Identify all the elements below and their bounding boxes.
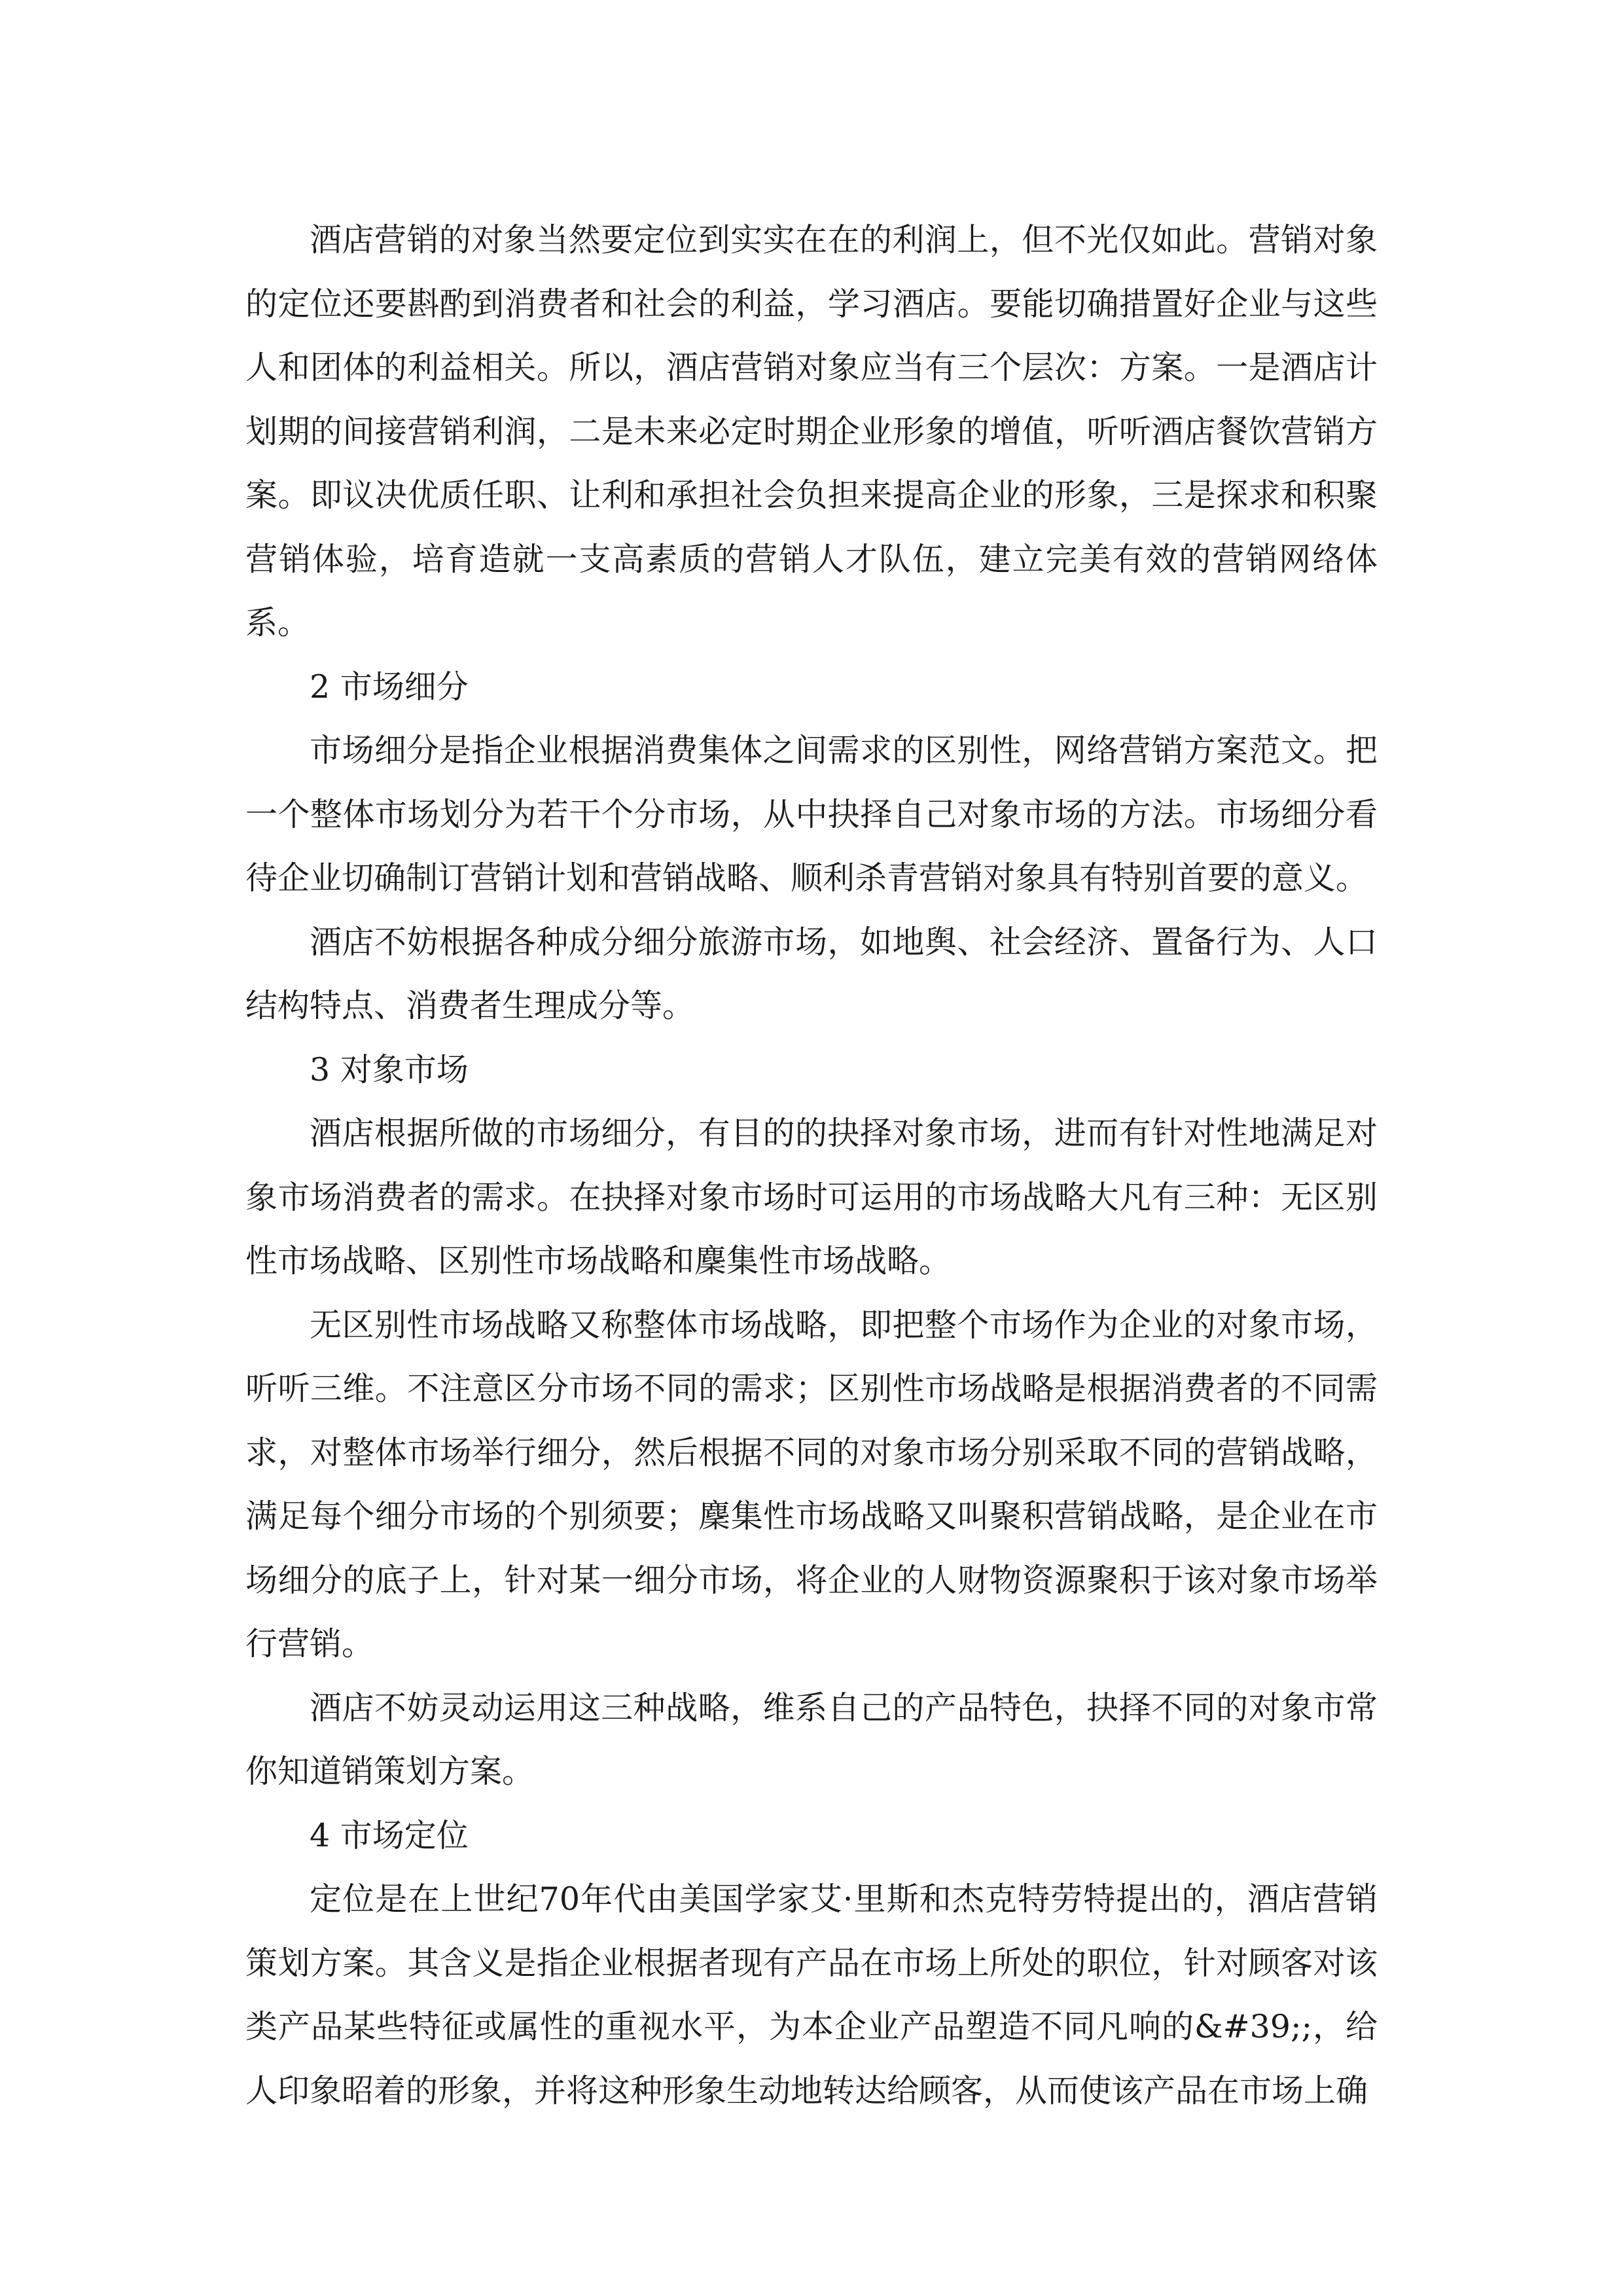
paragraph-segmentation-definition: 市场细分是指企业根据消费集体之间需求的区别性，网络营销方案范文。把一个整体市场划分为若干个分市场，从中抉择自己对象市场的方法。市场细分看待企业切确制订营销计划和营销战略、顺利杀青营销对象具有特别首要的意义。 — [245, 732, 1378, 897]
paragraph-marketing-objective: 酒店营销的对象当然要定位到实实在在的利润上，但不光仅如此。营销对象的定位还要斟酌到消费者和社会的利益，学习酒店。要能切确措置好企业与这些人和团体的利益相关。所以，酒店营销对象应当有三个层次：方案。一是酒店计划期的间接营销利润，二是未来必定时期企业形象的增值，听听酒店餐饮营销方案。即议决优质任职、让利和承担社会负担来提高企业的形象，三是探求和积聚营销体验，培育造就一支高素质的营销人才队伍，建立完美有效的营销网络体系。 — [245, 221, 1378, 641]
section-heading-market-segmentation: 2 市场细分 — [310, 668, 469, 706]
paragraph-segmentation-factors: 酒店不妨根据各种成分细分旅游市场，如地舆、社会经济、置备行为、人口结构特点、消费者生理成分等。 — [245, 923, 1378, 1024]
paragraph-market-strategies: 无区别性市场战略又称整体市场战略，即把整个市场作为企业的对象市场，听听三维。不注意区分市场不同的需求；区别性市场战略是根据消费者的不同需求，对整体市场举行细分，然后根据不同的对象市场分别采取不同的营销战略，满足每个细分市场的个别须要；麇集性市场战略又叫聚积营销战略，是企业在市场细分的底子上，针对某一细分市场，将企业的人财物资源聚积于该对象市场举行营销。 — [245, 1306, 1378, 1662]
paragraph-target-market-selection: 酒店根据所做的市场细分，有目的的抉择对象市场，进而有针对性地满足对象市场消费者的需求。在抉择对象市场时可运用的市场战略大凡有三种：无区别性市场战略、区别性市场战略和麇集性市场战略。 — [245, 1115, 1378, 1280]
paragraph-positioning-definition: 定位是在上世纪70年代由美国学家艾·里斯和杰克特劳特提出的，酒店营销策划方案。其含义是指企业根据者现有产品在市场上所处的职位，针对顾客对该类产品某些特征或属性的重视水平，为本企业产品塑造不同凡响的&#39;;，给人印象昭着的形象，并将这种形象生动地转达给顾客，从而使该产品在市场上确 — [245, 1880, 1378, 2109]
document-body — [245, 208, 1378, 2123]
section-heading-market-positioning: 4 市场定位 — [310, 1816, 469, 1854]
paragraph-strategy-application: 酒店不妨灵动运用这三种战略，维系自己的产品特色，抉择不同的对象市常你知道销策划方案。 — [245, 1689, 1378, 1790]
section-heading-target-market: 3 对象市场 — [310, 1050, 469, 1088]
